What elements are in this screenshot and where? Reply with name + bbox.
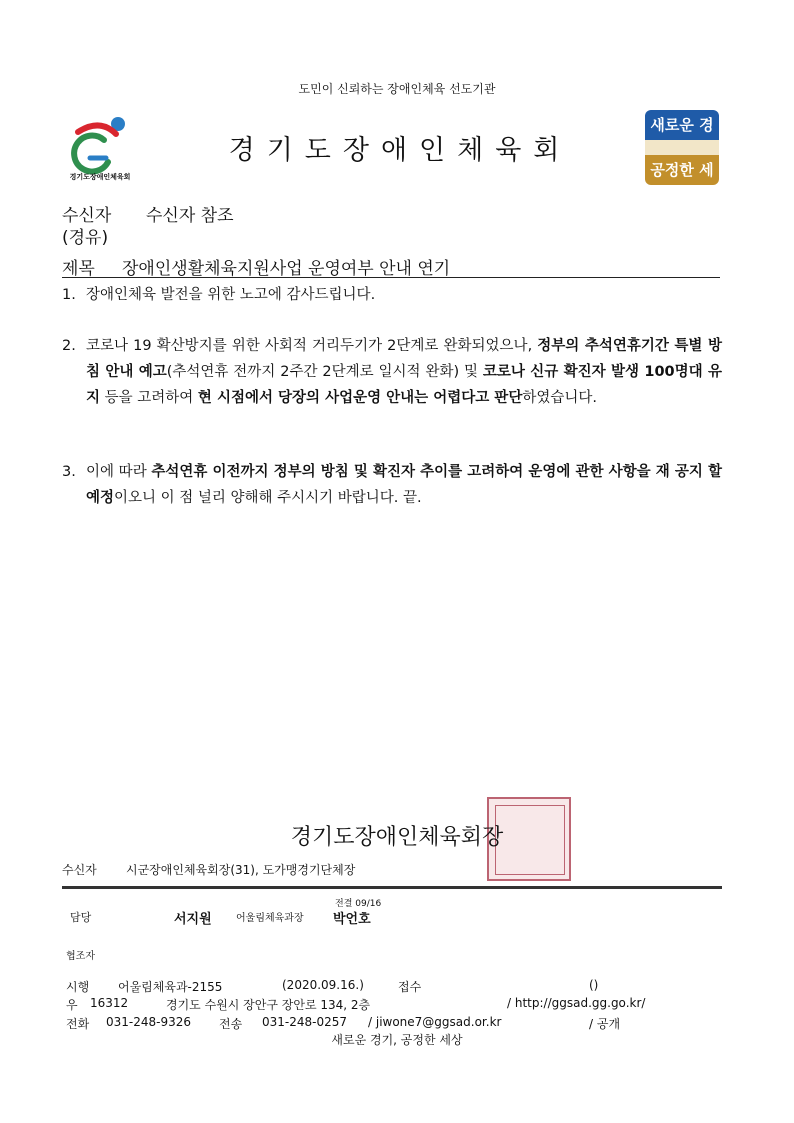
dispatch-value: 어울림체육과-2155 (118, 980, 223, 994)
address: 경기도 수원시 장안구 장안로 134, 2층 (166, 998, 371, 1012)
charge-name: 서지원 (174, 912, 212, 927)
body-item-1 (62, 282, 722, 308)
item-text: 이오니 이 점 널리 양해해 주시시기 바랍니다. 끝. (114, 490, 422, 506)
recipients-value: 시군장애인체육회장(31), 도가맹경기단체장 (126, 863, 356, 877)
recipient-label: 수신자 (62, 206, 112, 226)
item-text: 이에 따라 (86, 464, 152, 480)
body-item-3 (62, 459, 722, 511)
item-bold-text: 코로나 신규 확진자 발생 100명대 유지 (86, 364, 722, 406)
logo-caption: 경기도장애인체육회 (69, 173, 131, 181)
receipt-label: 접수 (398, 980, 422, 994)
recipients-label: 수신자 (62, 863, 97, 877)
slogan-badge-top: 새로운 경 (645, 110, 719, 140)
item-text: 코로나 19 확산방지를 위한 사회적 거리두기가 2단계로 완화되었으나, (86, 338, 538, 354)
fax-value: 031-248-0257 (262, 1015, 348, 1029)
item-bold-text: 추석연휴 이전까지 정부의 방침 및 확진자 추이를 고려하여 운영에 관한 사항을 재 공지 할 예정 (86, 464, 723, 506)
chief-title: 어울림체육과장 (236, 913, 304, 924)
fax-label: 전송 (219, 1017, 243, 1031)
charge-label: 담당 (70, 911, 92, 924)
footer-slogan: 새로운 경기, 공정한 세상 (331, 1033, 463, 1047)
subject-label: 제목 (62, 259, 95, 279)
item-number: 1. (62, 287, 76, 303)
chief-note: 전결 09/16 (335, 899, 382, 909)
recipient-value: 수신자 참조 (146, 206, 234, 226)
item-text: 등을 고려하여 (100, 390, 198, 406)
dispatch-label: 시행 (66, 980, 90, 994)
item-number: 2. (62, 338, 76, 354)
motto: 도민이 신뢰하는 장애인체육 선도기관 (298, 82, 496, 96)
receipt-value: () (589, 978, 599, 992)
dispatch-date: (2020.09.16.) (282, 978, 364, 992)
via-label: (경유) (62, 228, 109, 248)
item-text: (추석연휴 전까지 2주간 2단계로 일시적 완화) 및 (166, 364, 483, 380)
email-link[interactable]: / jiwone7@ggsad.or.kr (368, 1015, 502, 1029)
item-text: 장애인체육 발전을 위한 노고에 감사드립니다. (86, 287, 376, 303)
homepage-link[interactable]: / http://ggsad.gg.go.kr/ (507, 996, 646, 1010)
body-item-2 (62, 333, 722, 411)
public-status: / 공개 (589, 1017, 621, 1031)
subject-divider (62, 277, 720, 278)
subject-value: 장애인생활체육지원사업 운영여부 안내 연기 (122, 259, 451, 279)
zip-label: 우 (66, 998, 78, 1012)
zip-value: 16312 (90, 996, 129, 1010)
slogan-badge-bottom: 공정한 세상 (645, 155, 719, 185)
sender-divider (62, 886, 722, 889)
item-bold-text: 현 시점에서 당장의 사업운영 안내는 어렵다고 판단 (197, 390, 523, 406)
page-title: 경기도장애인체육회 (228, 135, 572, 166)
slogan-divider (645, 140, 719, 155)
cooperator-label: 협조자 (66, 951, 95, 962)
phone-label: 전화 (66, 1017, 90, 1031)
item-number: 3. (62, 464, 76, 480)
chief-name: 박언호 (333, 912, 371, 927)
sender-title: 경기도장애인체육회장 (290, 825, 504, 850)
phone-value: 031-248-9326 (106, 1015, 192, 1029)
item-bold-text: 정부의 추석연휴기간 특별 방침 안내 예고 (86, 338, 722, 380)
item-text: 하였습니다. (522, 390, 597, 406)
